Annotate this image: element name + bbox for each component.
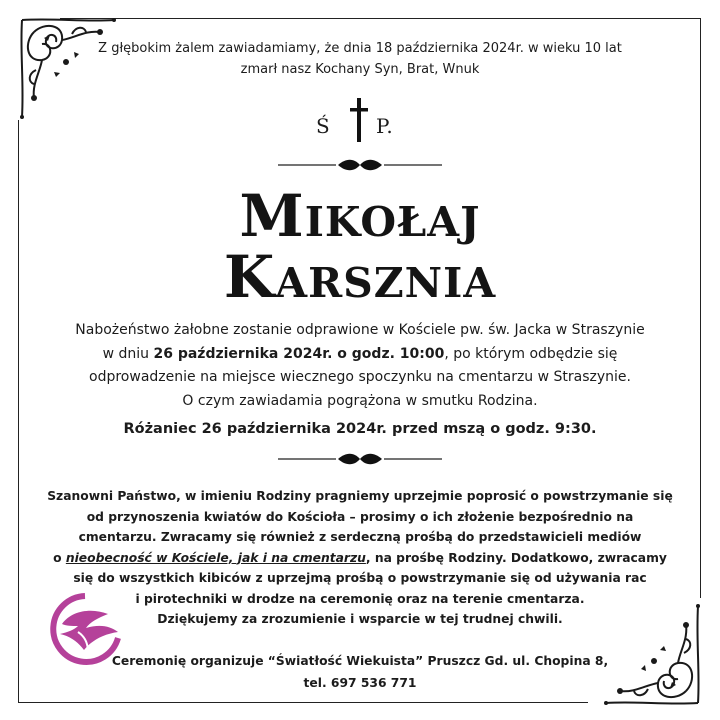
divider-flourish-icon — [276, 158, 444, 172]
cross-icon — [348, 96, 370, 144]
organizer-info — [0, 650, 720, 694]
appeal-line: i pirotechniki w drodze na ceremonię oraz na terenie cmentarza. — [135, 591, 585, 606]
appeal-line: się do wszystkich kibiców z uprzejmą prośbą o powstrzymanie się od używania rac — [73, 571, 647, 585]
appeal-line — [0, 548, 720, 569]
intro-line: Z głębokim żalem zawiadamiamy, że dnia 18 października 2024r. w wieku 10 lat — [98, 41, 622, 56]
divider-flourish-icon — [276, 452, 444, 466]
stp-heading — [310, 96, 410, 146]
mass-date-prefix: w dniu — [102, 345, 154, 362]
appeal-emphasis: nieobecność w Kościele, jak i na cmentarzu — [65, 550, 366, 565]
mass-line: odprowadzenie na miejsce wiecznego spoczynku na cmentarzu w Straszynie. — [89, 369, 631, 385]
appeal-prefix: o — [53, 550, 66, 565]
appeal-line: od przynoszenia kwiatów do Kościoła – prosimy o ich złożenie bezpośrednio na — [86, 509, 634, 524]
intro-line: zmarł nasz Kochany Syn, Brat, Wnuk — [240, 62, 480, 77]
organizer-phone: tel. 697 536 771 — [303, 676, 417, 690]
stp-p: P. — [376, 114, 394, 138]
intro-text — [0, 38, 720, 80]
appeal-suffix: , na prośbę Rodziny. Dodatkowo, zwracamy — [365, 550, 667, 565]
mass-line — [0, 343, 720, 367]
mass-line: Nabożeństwo żałobne zostanie odprawione w Kościele pw. św. Jacka w Straszynie — [75, 322, 645, 338]
appeal-line: cmentarzu. Zwracamy się również z serdeczną prośbą do przedstawicieli mediów — [78, 530, 642, 544]
stp-s: Ś — [316, 114, 331, 138]
rosary-info: Różaniec 26 października 2024r. przed mszą o godz. 9:30. — [123, 421, 597, 437]
frame-bottom-line — [18, 702, 588, 703]
deceased-last-name: Karsznia — [223, 243, 497, 311]
mass-info — [0, 319, 720, 413]
appeal-line: Szanowni Państwo, w imieniu Rodziny pragniemy uprzejmie poprosić o powstrzymanie się — [47, 489, 673, 503]
appeal-line: Dziękujemy za zrozumienie i wsparcie w tej trudnej chwili. — [157, 612, 563, 626]
mass-line: O czym zawiadamia pogrążona w smutku Rodzina. — [182, 392, 538, 409]
deceased-first-name: Mikołaj — [239, 182, 481, 250]
mass-date-suffix: , po którym odbędzie się — [444, 345, 618, 362]
mass-date: 26 października 2024r. o godz. 10:00 — [153, 345, 445, 362]
organizer-line: Ceremonię organizuje “Światłość Wiekuista” Pruszcz Gd. ul. Chopina 8, — [111, 654, 609, 668]
frame-top-line — [60, 18, 700, 19]
